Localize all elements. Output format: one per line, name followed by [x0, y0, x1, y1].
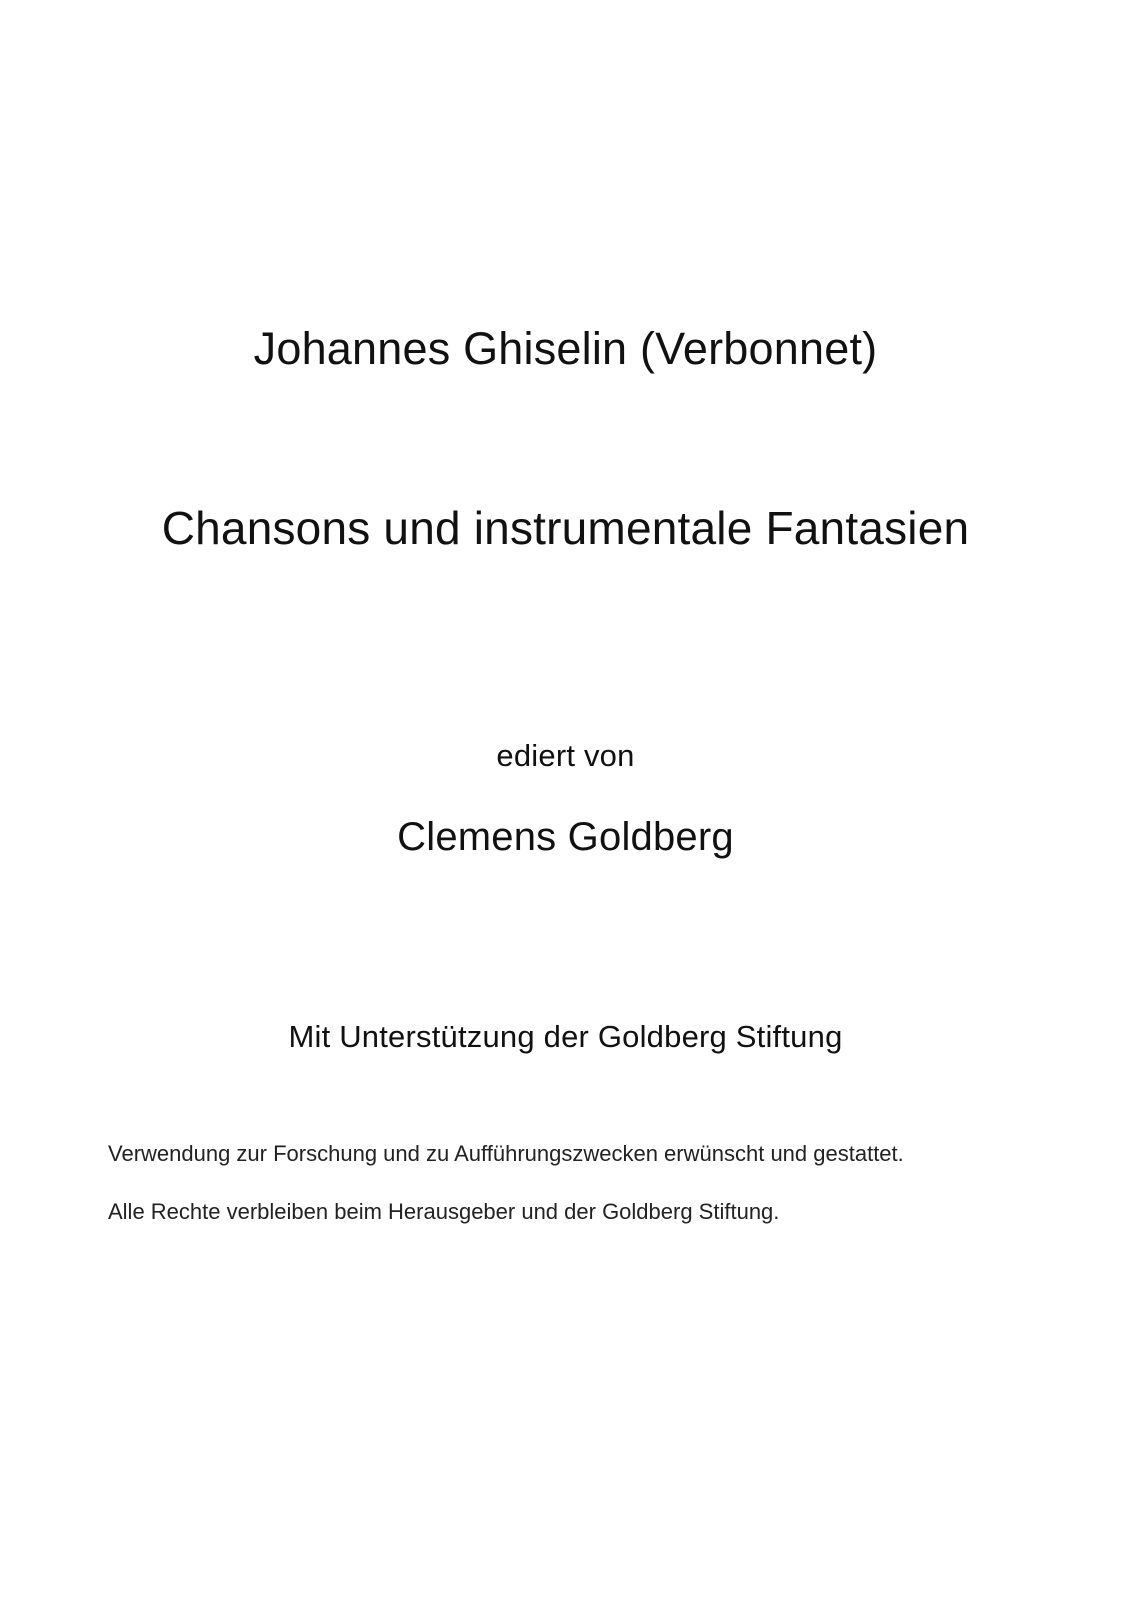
- editor-name: Clemens Goldberg: [397, 815, 734, 859]
- rights-notice: Alle Rechte verbleiben beim Herausgeber und der Goldberg Stiftung.: [108, 1199, 780, 1224]
- edited-by-label: ediert von: [496, 738, 635, 773]
- work-title: Chansons und instrumentale Fantasien: [161, 502, 970, 554]
- composer-name: Johannes Ghiselin (Verbonnet): [253, 323, 878, 374]
- usage-notice: Verwendung zur Forschung und zu Aufführungszwecken erwünscht und gestattet.: [108, 1141, 904, 1166]
- support-acknowledgement: Mit Unterstützung der Goldberg Stiftung: [288, 1019, 843, 1054]
